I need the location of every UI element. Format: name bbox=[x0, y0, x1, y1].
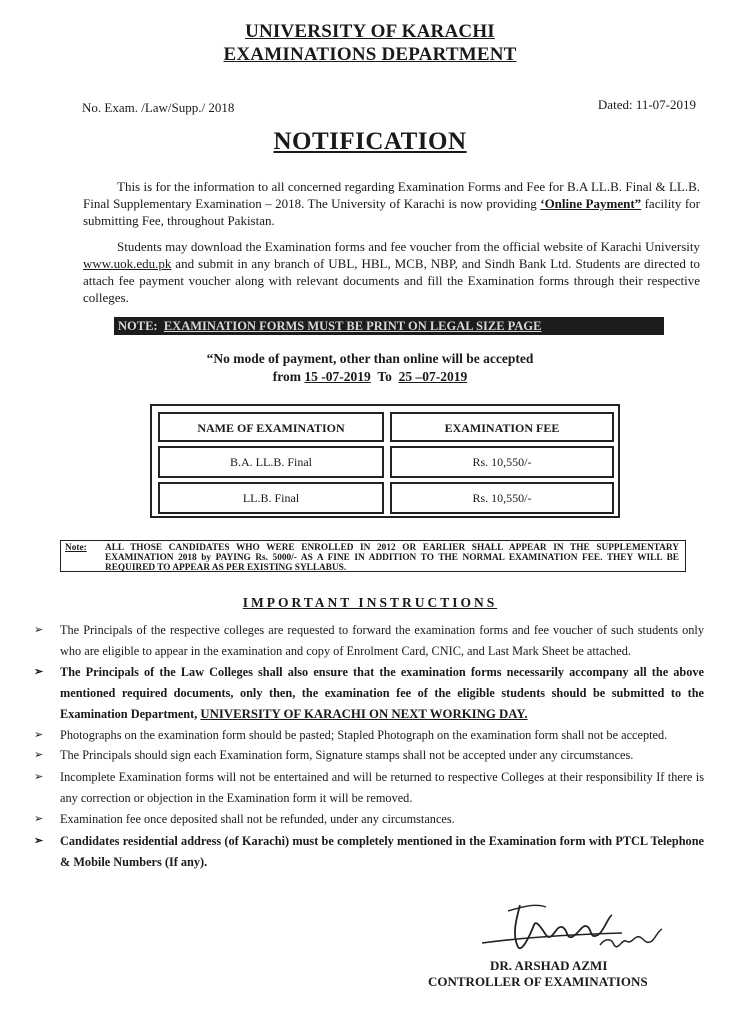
instruction-item: ➢ Examination fee once deposited shall not be refunded, under any circumstances. bbox=[60, 809, 704, 830]
university-name: UNIVERSITY OF KARACHI bbox=[245, 21, 495, 42]
note-banner-text: EXAMINATION FORMS MUST BE PRINT ON LEGAL SIZE PAGE bbox=[163, 319, 542, 333]
payment-dates: from 15 -07-2019 To 25 –07-2019 bbox=[272, 369, 468, 384]
table-cell-fee: Rs. 10,550/- bbox=[390, 482, 614, 514]
from-date: 15 -07-2019 bbox=[304, 369, 371, 384]
table-cell-exam: LL.B. Final bbox=[158, 482, 384, 514]
instruction-underlined: UNIVERSITY OF KARACHI ON NEXT WORKING DAY. bbox=[200, 707, 528, 721]
website-link[interactable]: www.uok.edu.pk bbox=[83, 256, 172, 271]
arrow-bullet-icon: ➢ bbox=[34, 666, 44, 678]
date: Dated: 11-07-2019 bbox=[597, 97, 696, 112]
arrow-bullet-icon: ➢ bbox=[34, 813, 44, 825]
note-box-label: Note: bbox=[65, 543, 87, 553]
page-title: NOTIFICATION bbox=[273, 128, 467, 155]
instruction-item: ➢ The Principals of the Law Colleges shall also ensure that the examination forms necessarily accompany all the above mentioned required documents, only then, the examination fee of the eligible students should be submitted to the Examination Department, UNIVERSITY OF KARACHI ON NEXT WORKING DAY. bbox=[60, 662, 704, 725]
table-header-name: NAME OF EXAMINATION bbox=[158, 412, 384, 442]
instructions-heading: IMPORTANT INSTRUCTIONS bbox=[242, 595, 498, 610]
instruction-item: ➢ Incomplete Examination forms will not be entertained and will be returned to respective Colleges at their responsibility If there is any correction or objection in the Examination form it will be removed. bbox=[60, 767, 704, 809]
arrow-bullet-icon: ➢ bbox=[34, 729, 44, 741]
table-header-fee: EXAMINATION FEE bbox=[390, 412, 614, 442]
paragraph-download: Students may download the Examination forms and fee voucher from the official website of Karachi University www.uok.edu.pk and submit in any branch of UBL, HBL, MCB, NBP, and Sindh Bank Ltd. Students are directed to attach fee payment voucher along with relevant documents and fill the Examination forms through their respective colleges. bbox=[83, 239, 700, 305]
reference-number: No. Exam. /Law/Supp./ 2018 bbox=[82, 100, 235, 115]
paragraph-intro: This is for the information to all concerned regarding Examination Forms and Fee for B.A LL.B. Final & LL.B. Final Supplementary Examination – 2018. The University of Karachi is now providing ‘Online Payment” facility for submitting Fee, throughout Pakistan. bbox=[83, 179, 701, 228]
department-name: EXAMINATIONS DEPARTMENT bbox=[223, 44, 517, 65]
note-banner-label: NOTE: bbox=[118, 319, 158, 333]
instruction-item: ➢ The Principals should sign each Examination form, Signature stamps shall not be accepted under any circumstances. bbox=[60, 745, 704, 766]
note-box-text: ALL THOSE CANDIDATES WHO WERE ENROLLED IN 2012 OR EARLIER SHALL APPEAR IN THE SUPPLEMENTARY EXAMINATION 2018 by PAYING Rs. 5000/- AS A FINE IN ADDITION TO THE NORMAL EXAMINATION FEE. THEY WILL BE REQUIRED TO APPEAR AS PER EXISTING SYLLABUS. bbox=[105, 543, 679, 573]
arrow-bullet-icon: ➢ bbox=[34, 835, 44, 847]
to-date: 25 –07-2019 bbox=[398, 369, 468, 384]
signature-icon bbox=[472, 895, 672, 960]
online-payment-emphasis: ‘Online Payment” bbox=[540, 196, 642, 211]
payment-notice: “No mode of payment, other than online will be accepted bbox=[206, 351, 534, 366]
instruction-item: ➢ The Principals of the respective colleges are requested to forward the examination forms and fee voucher of such students only who are eligible to appear in the examination and copy of Enrolment Card, CNIC, and Last Mark Sheet be attached. bbox=[60, 620, 704, 662]
note-box bbox=[60, 540, 686, 572]
note-banner bbox=[114, 317, 664, 335]
signatory-designation: CONTROLLER OF EXAMINATIONS bbox=[428, 974, 648, 989]
arrow-bullet-icon: ➢ bbox=[34, 771, 44, 783]
arrow-bullet-icon: ➢ bbox=[34, 624, 44, 636]
signatory-name: DR. ARSHAD AZMI bbox=[490, 958, 608, 973]
table-cell-exam: B.A. LL.B. Final bbox=[158, 446, 384, 478]
instruction-item: ➢ Candidates residential address (of Karachi) must be completely mentioned in the Examination form with PTCL Telephone & Mobile Numbers (If any). bbox=[60, 831, 704, 873]
table-cell-fee: Rs. 10,550/- bbox=[390, 446, 614, 478]
arrow-bullet-icon: ➢ bbox=[34, 749, 44, 761]
instruction-item: ➢ Photographs on the examination form should be pasted; Stapled Photograph on the examination form shall not be accepted. bbox=[60, 725, 704, 746]
fee-table bbox=[150, 404, 620, 518]
